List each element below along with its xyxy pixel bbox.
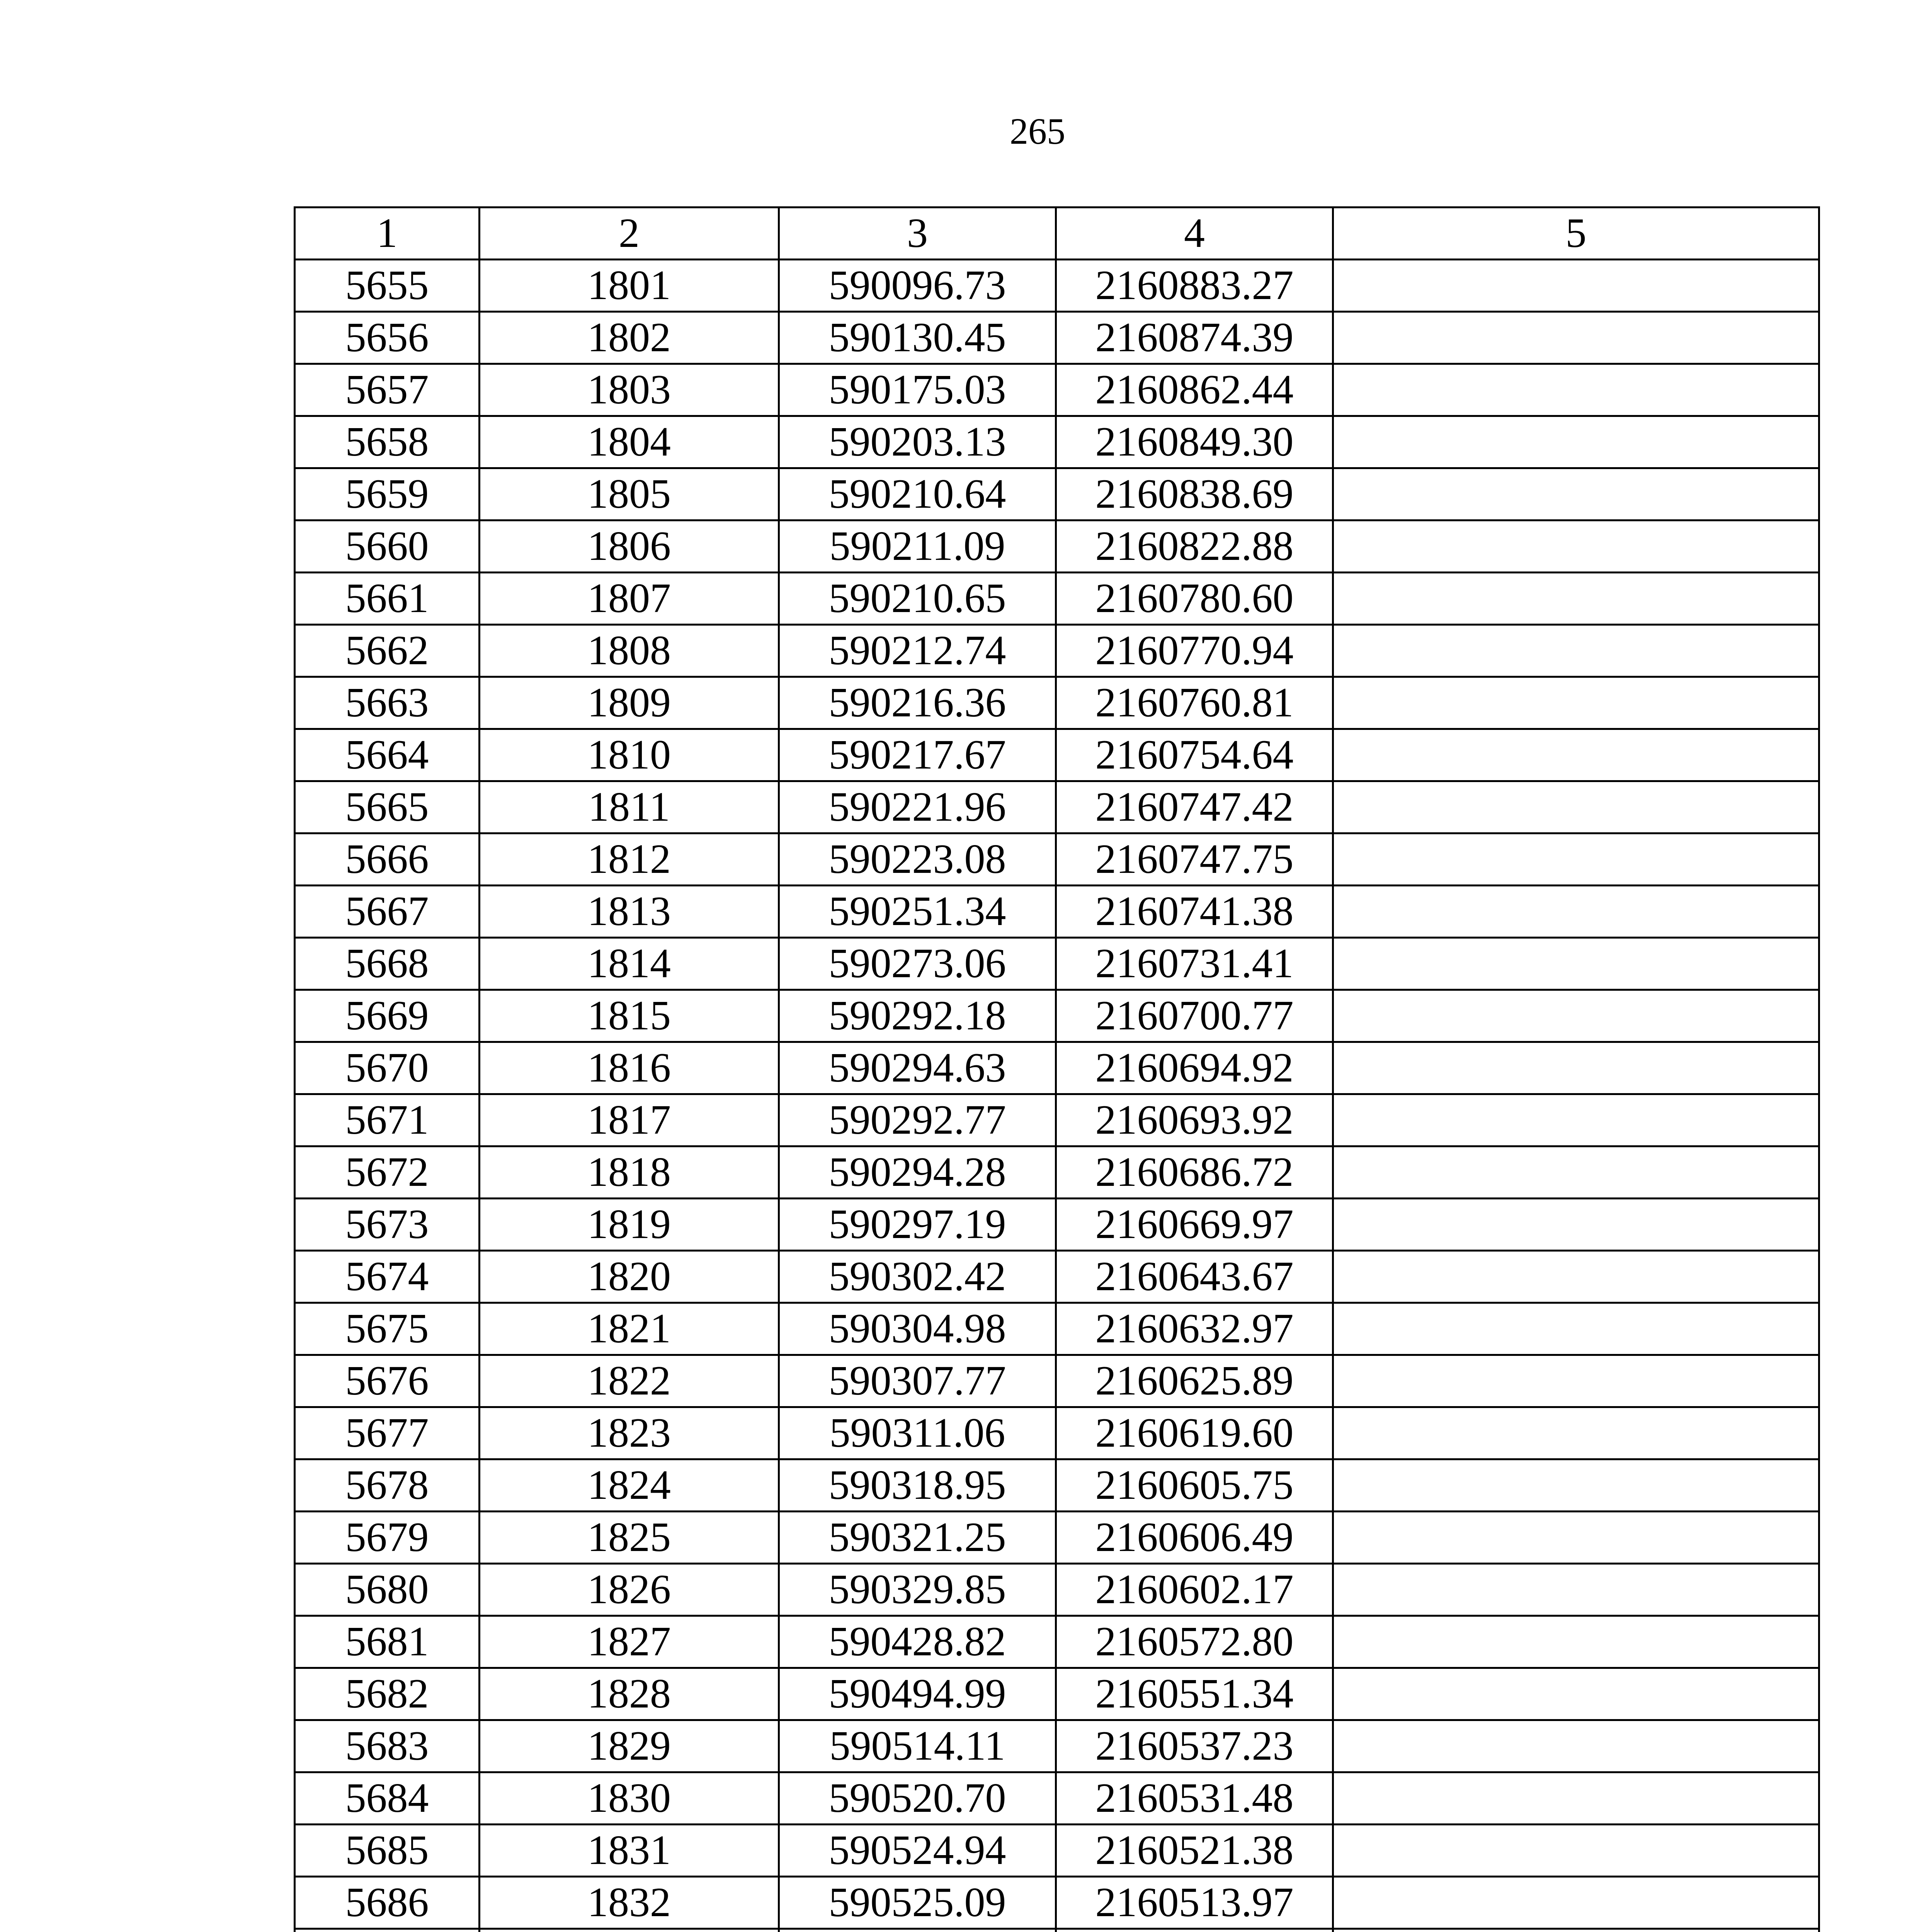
table-row	[295, 1146, 1819, 1199]
table-cell-col-4: 2160625.89	[1056, 1355, 1333, 1407]
table-cell-col-4: 2160822.88	[1056, 520, 1333, 573]
table-row	[295, 677, 1819, 729]
table-cell-col-4: 2160731.41	[1056, 938, 1333, 990]
table-cell-col-2: 1826	[480, 1564, 779, 1616]
table-cell-col-3: 590096.73	[779, 260, 1056, 312]
table-cell-col-3: 590210.64	[779, 468, 1056, 520]
table-cell-col-1: 5675	[295, 1303, 480, 1355]
table-row	[295, 1616, 1819, 1668]
table-cell-col-4: 2160686.72	[1056, 1146, 1333, 1199]
table-cell-col-1: 5676	[295, 1355, 480, 1407]
table-row	[295, 260, 1819, 312]
table-cell-col-2: 1805	[480, 468, 779, 520]
table-cell-col-4: 2160537.23	[1056, 1720, 1333, 1772]
table-cell-col-5	[1333, 1564, 1819, 1616]
table-cell-col-1: 5683	[295, 1720, 480, 1772]
table-cell-col-5	[1333, 1929, 1819, 1932]
table-cell-col-1: 5668	[295, 938, 480, 990]
table-cell-col-1: 5657	[295, 364, 480, 416]
table-cell-col-4: 2160741.38	[1056, 886, 1333, 938]
table-cell-col-1: 5663	[295, 677, 480, 729]
table-cell-col-5	[1333, 468, 1819, 520]
table-cell-col-2: 1808	[480, 625, 779, 677]
table-row	[295, 833, 1819, 886]
table-row	[295, 938, 1819, 990]
table-cell-col-4: 2160669.97	[1056, 1199, 1333, 1251]
table-cell-col-1: 5678	[295, 1459, 480, 1512]
table-cell-col-1: 5680	[295, 1564, 480, 1616]
table-row	[295, 1355, 1819, 1407]
table-cell-col-3: 590329.85	[779, 1564, 1056, 1616]
table-cell-col-2: 1809	[480, 677, 779, 729]
table-cell-col-3: 590221.96	[779, 781, 1056, 833]
table-cell-col-5	[1333, 1512, 1819, 1564]
table-cell-col-2	[480, 1929, 779, 1932]
table-cell-col-4: 2160521.38	[1056, 1825, 1333, 1877]
table-row	[295, 1564, 1819, 1616]
table-header	[295, 207, 1819, 260]
table-cell-col-2: 1801	[480, 260, 779, 312]
table-cell-col-3: 590212.74	[779, 625, 1056, 677]
table-cell-col-4: 2160602.17	[1056, 1564, 1333, 1616]
table-cell-col-3: 590216.36	[779, 677, 1056, 729]
table-row	[295, 1668, 1819, 1720]
table-row	[295, 468, 1819, 520]
table-cell-col-2: 1832	[480, 1877, 779, 1929]
page-number: 265	[1010, 111, 1065, 152]
table-cell-col-3: 590525.09	[779, 1877, 1056, 1929]
table-cell-col-1: 5656	[295, 312, 480, 364]
table-cell-col-4: 2160700.77	[1056, 990, 1333, 1042]
table-cell-col-2: 1824	[480, 1459, 779, 1512]
table-cell-col-5	[1333, 1720, 1819, 1772]
table-cell-col-3: 590297.19	[779, 1199, 1056, 1251]
table-cell-col-1: 5661	[295, 573, 480, 625]
table-cell-col-1: 5659	[295, 468, 480, 520]
table-cell-col-4: 2160513.97	[1056, 1877, 1333, 1929]
table-row	[295, 1094, 1819, 1146]
table-row	[295, 1825, 1819, 1877]
table-row	[295, 1512, 1819, 1564]
table-cell-col-5	[1333, 1146, 1819, 1199]
table-cell-col-1: 5673	[295, 1199, 480, 1251]
table-row	[295, 1042, 1819, 1094]
table-cell-col-5	[1333, 886, 1819, 938]
table-cell-col-4: 2160632.97	[1056, 1303, 1333, 1355]
table-cell-col-3: 590318.95	[779, 1459, 1056, 1512]
table-cell-col-3: 590520.70	[779, 1772, 1056, 1825]
table-row	[295, 364, 1819, 416]
table-row	[295, 1877, 1819, 1929]
table-cell-col-5	[1333, 1042, 1819, 1094]
table-cell-col-5	[1333, 416, 1819, 468]
table-cell-col-3: 590210.65	[779, 573, 1056, 625]
table-row	[295, 729, 1819, 781]
table-cell-col-5	[1333, 1668, 1819, 1720]
table-cell-col-3: 590130.45	[779, 312, 1056, 364]
table-cell-col-3: 590223.08	[779, 833, 1056, 886]
table-cell-col-2: 1804	[480, 416, 779, 468]
table-cell-col-2: 1814	[480, 938, 779, 990]
column-header-1: 1	[295, 207, 480, 260]
coordinates-table	[294, 206, 1820, 1932]
table-cell-col-2: 1827	[480, 1616, 779, 1668]
table-cell-col-5	[1333, 573, 1819, 625]
table-cell-col-4: 2160838.69	[1056, 468, 1333, 520]
table-cell-col-4: 2160780.60	[1056, 573, 1333, 625]
table-cell-col-1	[295, 1929, 480, 1932]
table-cell-col-3: 590311.06	[779, 1407, 1056, 1459]
table-row	[295, 781, 1819, 833]
table-cell-col-3: 590524.94	[779, 1825, 1056, 1877]
table-row	[295, 990, 1819, 1042]
table-cell-col-4: 2160643.67	[1056, 1251, 1333, 1303]
table-cell-col-2: 1828	[480, 1668, 779, 1720]
table-cell-col-3: 590514.11	[779, 1720, 1056, 1772]
table-cell-col-3: 590294.28	[779, 1146, 1056, 1199]
table-cell-col-5	[1333, 1459, 1819, 1512]
table-cell-col-5	[1333, 364, 1819, 416]
table-cell-col-4: 2160605.75	[1056, 1459, 1333, 1512]
table-row	[295, 1199, 1819, 1251]
table-cell-col-2: 1807	[480, 573, 779, 625]
table-cell-col-2: 1815	[480, 990, 779, 1042]
table-row	[295, 625, 1819, 677]
table-cell-col-5	[1333, 1355, 1819, 1407]
table-cell-col-4: 2160883.27	[1056, 260, 1333, 312]
table-cell-col-4: 2160760.81	[1056, 677, 1333, 729]
table-cell-col-5	[1333, 1303, 1819, 1355]
table-cell-col-1: 5664	[295, 729, 480, 781]
table-cell-col-2: 1817	[480, 1094, 779, 1146]
table-cell-col-1: 5686	[295, 1877, 480, 1929]
table-cell-col-5	[1333, 312, 1819, 364]
table-cell-col-3: 590304.98	[779, 1303, 1056, 1355]
table-row	[295, 1772, 1819, 1825]
table-cell-col-2: 1822	[480, 1355, 779, 1407]
table-row	[295, 416, 1819, 468]
column-header-3: 3	[779, 207, 1056, 260]
table-cell-col-4: 2160572.80	[1056, 1616, 1333, 1668]
table-cell-col-4: 2160874.39	[1056, 312, 1333, 364]
table-cell-col-3: 590217.67	[779, 729, 1056, 781]
table-cell-col-4: 2160747.42	[1056, 781, 1333, 833]
table-cell-col-5	[1333, 1407, 1819, 1459]
table-cell-col-2: 1825	[480, 1512, 779, 1564]
table-cell-col-1: 5655	[295, 260, 480, 312]
table-cell-col-5	[1333, 833, 1819, 886]
table-cell-col-2: 1818	[480, 1146, 779, 1199]
table-cell-col-5	[1333, 677, 1819, 729]
table-cell-col-5	[1333, 1616, 1819, 1668]
table-row	[295, 1459, 1819, 1512]
table-cell-col-5	[1333, 781, 1819, 833]
table-cell-col-1: 5684	[295, 1772, 480, 1825]
table-cell-col-5	[1333, 1825, 1819, 1877]
table-cell-col-1: 5679	[295, 1512, 480, 1564]
table-cell-col-1: 5671	[295, 1094, 480, 1146]
table-row	[295, 1251, 1819, 1303]
table-cell-col-3: 590292.77	[779, 1094, 1056, 1146]
table-cell-col-2: 1802	[480, 312, 779, 364]
table-cell-col-5	[1333, 729, 1819, 781]
table-cell-col-2: 1811	[480, 781, 779, 833]
table-cell-col-3: 590321.25	[779, 1512, 1056, 1564]
table-header-row	[295, 207, 1819, 260]
table-cell-col-4: 2160551.34	[1056, 1668, 1333, 1720]
table-cell-col-4: 2160770.94	[1056, 625, 1333, 677]
table-cell-col-2: 1820	[480, 1251, 779, 1303]
table-cell-col-5	[1333, 1251, 1819, 1303]
table-cell-col-1: 5658	[295, 416, 480, 468]
table-cell-col-5	[1333, 520, 1819, 573]
table-cell-col-1: 5667	[295, 886, 480, 938]
table-row	[295, 1407, 1819, 1459]
table-cell-col-2: 1803	[480, 364, 779, 416]
table-cell-col-5	[1333, 938, 1819, 990]
table-cell-col-1: 5670	[295, 1042, 480, 1094]
table-cell-col-2: 1829	[480, 1720, 779, 1772]
table-cell-col-3: 590307.77	[779, 1355, 1056, 1407]
table-cell-col-5	[1333, 1772, 1819, 1825]
table-cell-col-3: 590211.09	[779, 520, 1056, 573]
table-cell-col-1: 5674	[295, 1251, 480, 1303]
table-cell-col-4: 2160754.64	[1056, 729, 1333, 781]
table-cell-col-4: 2160747.75	[1056, 833, 1333, 886]
table-row	[295, 312, 1819, 364]
table-cell-col-2: 1813	[480, 886, 779, 938]
table-cell-col-5	[1333, 1094, 1819, 1146]
table-cell-col-1: 5669	[295, 990, 480, 1042]
column-header-2: 2	[480, 207, 779, 260]
table-cell-col-4: 2160694.92	[1056, 1042, 1333, 1094]
table-cell-col-1: 5682	[295, 1668, 480, 1720]
table-cell-col-2: 1819	[480, 1199, 779, 1251]
table-cell-col-5	[1333, 990, 1819, 1042]
table-cell-col-2: 1816	[480, 1042, 779, 1094]
table-cell-col-4: 2160606.49	[1056, 1512, 1333, 1564]
table-cell-col-4	[1056, 1929, 1333, 1932]
table-cell-col-3: 590251.34	[779, 886, 1056, 938]
table-cell-col-3: 590292.18	[779, 990, 1056, 1042]
table-body	[295, 260, 1819, 1932]
table-row	[295, 573, 1819, 625]
table-cell-col-4: 2160531.48	[1056, 1772, 1333, 1825]
table-cell-col-2: 1821	[480, 1303, 779, 1355]
table-row	[295, 886, 1819, 938]
table-cell-col-2: 1810	[480, 729, 779, 781]
table-row	[295, 1929, 1819, 1932]
column-header-5: 5	[1333, 207, 1819, 260]
table-cell-col-5	[1333, 1877, 1819, 1929]
table-cell-col-3: 590294.63	[779, 1042, 1056, 1094]
table-cell-col-1: 5660	[295, 520, 480, 573]
table-cell-col-1: 5672	[295, 1146, 480, 1199]
table-cell-col-5	[1333, 625, 1819, 677]
table-cell-col-5	[1333, 260, 1819, 312]
table-row	[295, 1720, 1819, 1772]
table-cell-col-1: 5666	[295, 833, 480, 886]
table-cell-col-4: 2160849.30	[1056, 416, 1333, 468]
table-cell-col-3: 590494.99	[779, 1668, 1056, 1720]
table-cell-col-3: 590203.13	[779, 416, 1056, 468]
table-cell-col-2: 1831	[480, 1825, 779, 1877]
table-row	[295, 1303, 1819, 1355]
table-cell-col-1: 5677	[295, 1407, 480, 1459]
table-cell-col-3: 590428.82	[779, 1616, 1056, 1668]
table-cell-col-1: 5662	[295, 625, 480, 677]
table-cell-col-2: 1806	[480, 520, 779, 573]
table-cell-col-1: 5665	[295, 781, 480, 833]
table-cell-col-1: 5685	[295, 1825, 480, 1877]
column-header-4: 4	[1056, 207, 1333, 260]
table-cell-col-4: 2160862.44	[1056, 364, 1333, 416]
table-cell-col-1: 5681	[295, 1616, 480, 1668]
table-cell-col-3: 590302.42	[779, 1251, 1056, 1303]
table-cell-col-4: 2160619.60	[1056, 1407, 1333, 1459]
table-cell-col-3: 590273.06	[779, 938, 1056, 990]
table-cell-col-5	[1333, 1199, 1819, 1251]
table-cell-col-4: 2160693.92	[1056, 1094, 1333, 1146]
table-cell-col-2: 1823	[480, 1407, 779, 1459]
table-row	[295, 520, 1819, 573]
table-cell-col-3: 590175.03	[779, 364, 1056, 416]
table-cell-col-2: 1812	[480, 833, 779, 886]
table-cell-col-3	[779, 1929, 1056, 1932]
table-cell-col-2: 1830	[480, 1772, 779, 1825]
